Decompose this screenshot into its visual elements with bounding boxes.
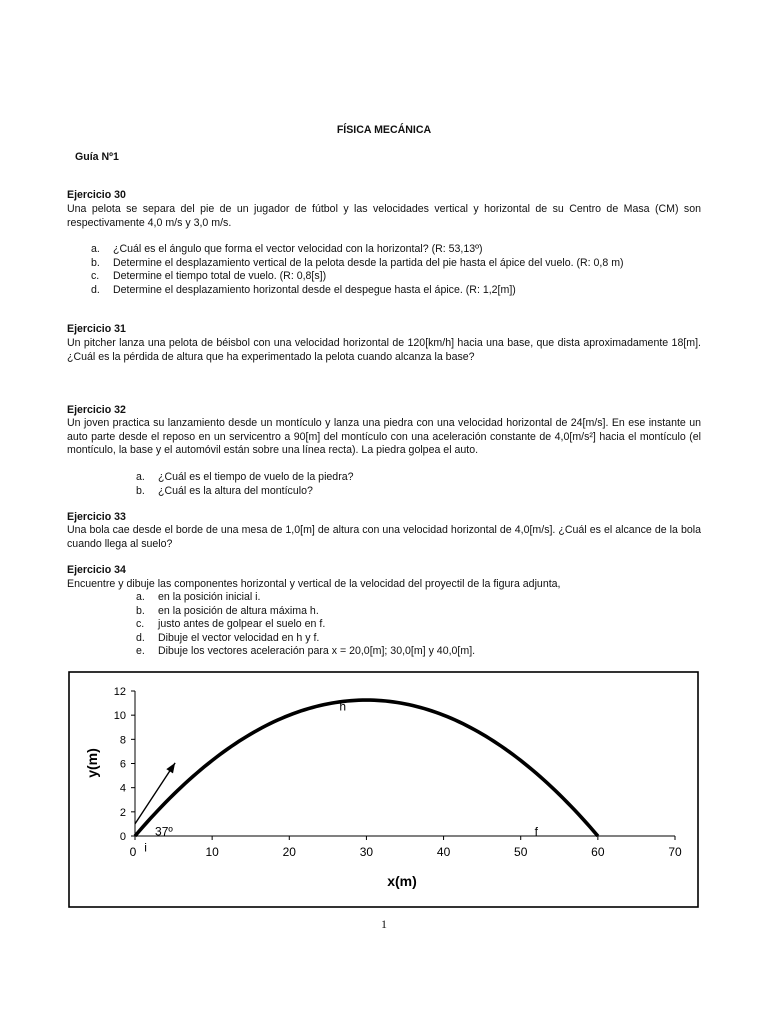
ex31-heading: Ejercicio 31 (67, 323, 126, 335)
x-tick-label: 60 (591, 845, 605, 859)
x-tick-label: 30 (359, 845, 374, 859)
x-tick-label: 70 (668, 845, 682, 859)
chart-frame (69, 672, 698, 907)
y-axis-label: y(m) (84, 748, 100, 778)
ex30-text: Una pelota se separa del pie de un jugador de fútbol y las velocidades vertical y horizontal de su Centro de Masa (CM) son respectivamente 4,0 m/s y 3,0 m/s. (67, 203, 701, 229)
chart-annotation: h (339, 699, 347, 714)
x-tick-label: 10 (205, 845, 219, 859)
ex33-heading: Ejercicio 33 (67, 511, 126, 523)
ex31-text: Un pitcher lanza una pelota de béisbol con una velocidad horizontal de 120[km/h] hacia una base, que dista aproximadamente 18[m]. ¿Cuál es la pérdida de altura que ha experimentado la pelota cuando alcanza la base? (67, 337, 701, 363)
ex34-text: Encuentre y dibuje las componentes horizontal y vertical de la velocidad del proyectil de la figura adjunta, (67, 578, 561, 590)
chart-annotation: i (144, 840, 147, 855)
y-tick-label: 6 (119, 758, 126, 771)
guide-number: Guía Nº1 (75, 151, 119, 163)
ex34-heading: Ejercicio 34 (67, 564, 126, 576)
ex32-text: Un joven practica su lanzamiento desde un montículo y lanza una piedra con una velocidad horizontal de 24[m/s]. En ese instante un auto parte desde el reposo en un servicentro a 90[m] del montículo con una aceleración constante de 4,0[m/s²] hacia el montículo (el montículo, la base y el automóvil están sobre una línea recta). La piedra golpea el auto. (67, 417, 701, 457)
y-tick-label: 10 (113, 710, 126, 723)
x-tick-label: 50 (514, 845, 528, 859)
chart-annotation: f (534, 824, 538, 839)
y-tick-label: 2 (119, 806, 126, 819)
page-number: 1 (381, 917, 387, 931)
ex30-heading: Ejercicio 30 (67, 189, 126, 201)
y-tick-label: 12 (113, 686, 126, 698)
x-axis-label: x(m) (387, 873, 417, 889)
y-tick-label: 8 (119, 734, 126, 747)
chart-annotation: 37º (155, 824, 173, 839)
y-tick-label: 4 (119, 782, 126, 795)
ex33-text: Una bola cae desde el borde de una mesa de 1,0[m] de altura con una velocidad horizontal de 4,0[m/s]. ¿Cuál es el alcance de la bola cuando llega al suelo? (67, 524, 701, 550)
x-tick-label: 40 (436, 845, 451, 859)
ex32-heading: Ejercicio 32 (67, 404, 126, 416)
x-tick-label: 20 (282, 845, 296, 859)
y-tick-label: 0 (119, 831, 126, 843)
page-title: FÍSICA MECÁNICA (336, 124, 432, 136)
x-tick-label: 0 (129, 845, 137, 859)
